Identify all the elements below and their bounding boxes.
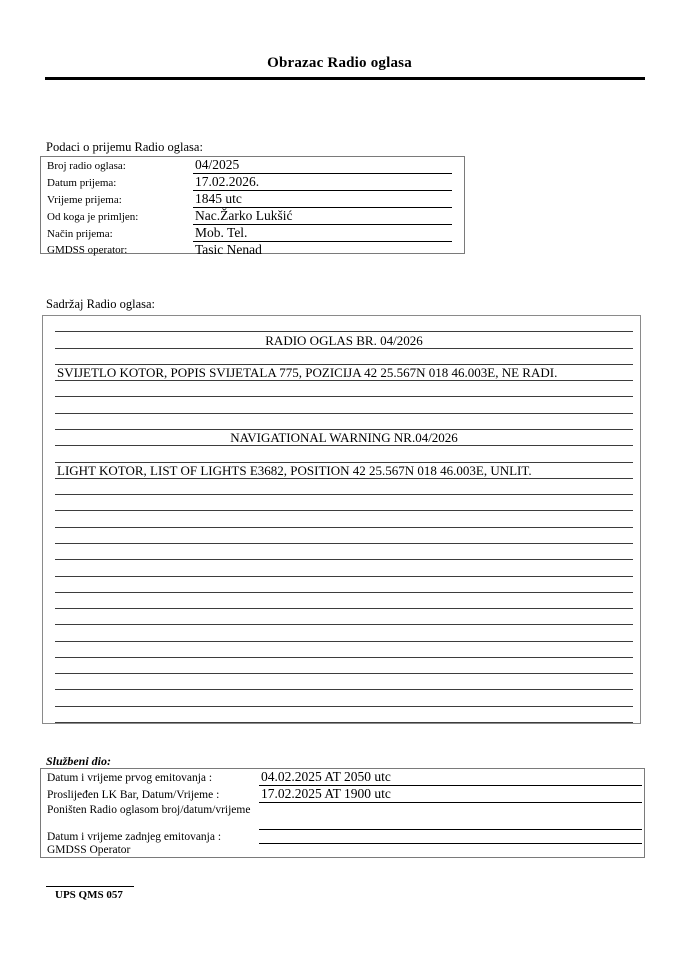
content-line	[55, 528, 633, 544]
reception-table-row	[41, 174, 464, 191]
official-table	[40, 768, 645, 858]
reception-field-value: 1845 utc	[193, 191, 452, 208]
content-line	[55, 577, 633, 593]
content-line-text: LIGHT KOTOR, LIST OF LIGHTS E3682, POSITION 42 25.567N 018 46.003E, UNLIT.	[57, 462, 532, 478]
content-box	[42, 315, 641, 724]
content-line	[55, 479, 633, 495]
official-row-label	[41, 817, 259, 831]
content-line	[55, 690, 633, 706]
reception-table-row	[41, 242, 464, 258]
reception-field-value: 17.02.2026.	[193, 174, 452, 191]
content-line	[55, 593, 633, 609]
official-table-row	[41, 769, 644, 786]
reception-table-row	[41, 157, 464, 174]
official-table-row	[41, 844, 644, 858]
content-line-text: NAVIGATIONAL WARNING NR.04/2026	[230, 430, 458, 446]
official-row-label: Datum i vrijeme prvog emitovanja :	[47, 771, 213, 784]
reception-field-value: Nac.Žarko Lukšić	[193, 208, 452, 225]
content-line-text: RADIO OGLAS BR. 04/2026	[265, 332, 423, 348]
content-line	[55, 414, 633, 430]
content-line	[55, 625, 633, 641]
reception-field-label: GMDSS operator:	[47, 244, 128, 256]
content-line	[55, 560, 633, 576]
reception-table-row	[41, 191, 464, 208]
content-line	[55, 430, 633, 446]
official-row-value	[259, 817, 642, 831]
official-table-row	[41, 817, 644, 831]
reception-field-label: Od koga je primljen:	[47, 210, 139, 223]
official-row-value	[259, 844, 642, 858]
official-row-label: Proslijeđen LK Bar, Datum/Vrijeme :	[47, 788, 220, 801]
official-row-value	[259, 803, 642, 817]
content-line	[55, 495, 633, 511]
content-line	[55, 642, 633, 658]
reception-field-label: Broj radio oglasa:	[47, 159, 126, 172]
official-row-value: 17.02.2025 AT 1900 utc	[259, 786, 642, 803]
reception-field-value: 04/2025	[193, 157, 452, 174]
reception-field-value: Tasic Nenad	[195, 242, 262, 257]
official-row-value: 04.02.2025 AT 2050 utc	[259, 769, 642, 786]
content-line-text: SVIJETLO KOTOR, POPIS SVIJETALA 775, POZICIJA 42 25.567N 018 46.003E, NE RADI.	[57, 365, 558, 381]
content-line	[55, 707, 633, 723]
official-row-label: GMDSS Operator	[47, 844, 131, 857]
content-line	[55, 544, 633, 560]
reception-table	[40, 156, 465, 257]
content-line	[55, 397, 633, 413]
footer-rule	[46, 886, 134, 887]
content-line	[55, 609, 633, 625]
official-row-label: Poništen Radio oglasom broj/datum/vrijeme	[47, 803, 251, 816]
content-section-heading: Sadržaj Radio oglasa:	[46, 297, 155, 311]
content-line	[55, 446, 633, 462]
official-table-row	[41, 803, 644, 817]
content-line	[55, 381, 633, 397]
reception-field-label: Vrijeme prijema:	[47, 193, 122, 206]
page-title: Obrazac Radio oglasa	[267, 55, 412, 71]
reception-field-label: Način prijema:	[47, 227, 113, 240]
title-rule	[45, 77, 645, 80]
content-line	[55, 674, 633, 690]
footer-form-code: UPS QMS 057	[55, 889, 123, 901]
content-line	[55, 365, 633, 381]
content-line	[55, 349, 633, 365]
reception-table-row	[41, 208, 464, 225]
official-table-row	[41, 830, 644, 844]
reception-field-label: Datum prijema:	[47, 176, 117, 189]
official-table-row	[41, 786, 644, 803]
official-section-heading: Službeni dio:	[46, 754, 112, 768]
content-line	[55, 332, 633, 348]
reception-table-row	[41, 225, 464, 242]
official-row-value	[259, 830, 642, 844]
content-ruled-lines	[55, 316, 633, 723]
reception-section-heading: Podaci o prijemu Radio oglasa:	[46, 140, 203, 154]
reception-field-value: Mob. Tel.	[193, 225, 452, 242]
content-line	[55, 316, 633, 332]
content-line	[55, 463, 633, 479]
content-line	[55, 511, 633, 527]
official-row-label: Datum i vrijeme zadnjeg emitovanja :	[47, 830, 222, 843]
content-line	[55, 658, 633, 674]
